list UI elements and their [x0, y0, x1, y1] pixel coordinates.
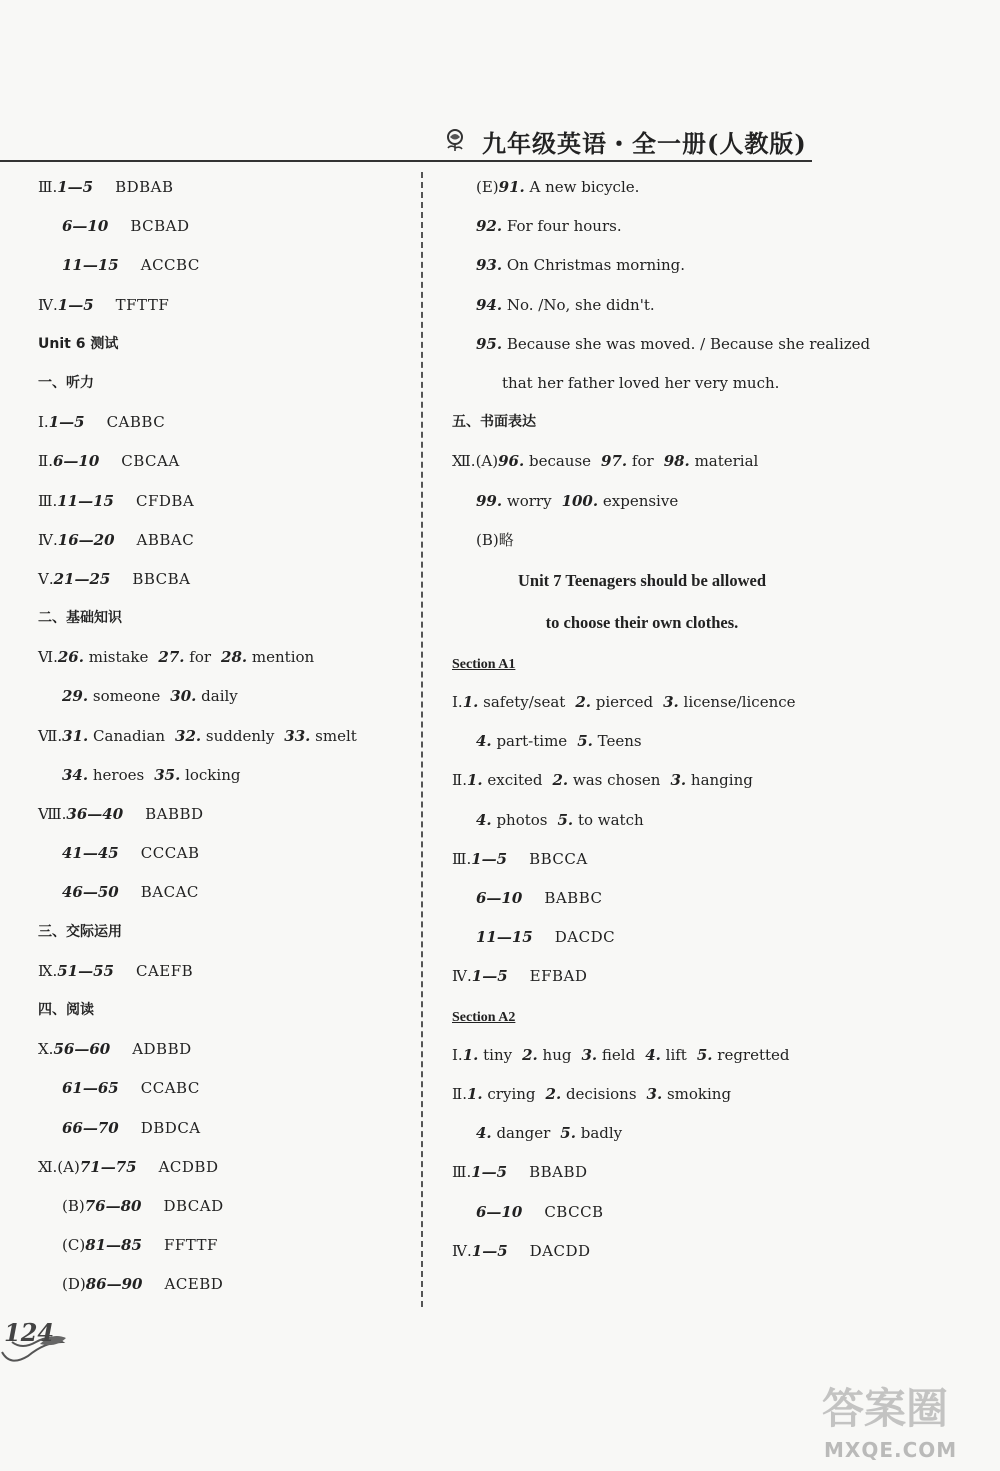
sentence-text: For four hours.	[502, 217, 622, 236]
roman-numeral: Ⅷ.	[38, 805, 67, 823]
watermark	[808, 1376, 998, 1466]
answer-sentence	[452, 207, 832, 246]
question-number: 5.	[696, 1045, 713, 1064]
sentence-text: A new bicycle.	[524, 178, 640, 196]
roman-numeral: Ⅳ.	[452, 1241, 472, 1260]
answer-sentence	[452, 286, 832, 325]
part-label: (E)	[476, 178, 499, 196]
answer-row	[38, 795, 408, 834]
question-number: 5.	[557, 810, 574, 829]
answer-row	[38, 1265, 408, 1304]
answer-word: heroes	[88, 765, 145, 784]
answer-letters: DACDC	[554, 928, 616, 947]
answer-word: for	[627, 452, 654, 471]
question-range: 56—60	[53, 1040, 111, 1059]
answer-row	[452, 761, 832, 800]
roman-numeral: Ⅲ.	[38, 178, 58, 196]
watermark-logo: 答案圈	[822, 1384, 949, 1433]
answer-row	[38, 207, 408, 246]
question-number: 97.	[601, 452, 628, 471]
roman-numeral: Ⅰ.	[452, 693, 463, 712]
section-heading: 五、书面表达	[452, 414, 536, 431]
answer-word: pierced	[591, 693, 654, 712]
question-range: 6—10	[52, 452, 100, 471]
question-range: 46—50	[62, 883, 119, 902]
answer-row	[452, 1153, 832, 1192]
question-range: 1—5	[471, 1241, 508, 1260]
answer-row	[38, 1109, 408, 1148]
roman-numeral: Ⅲ.	[452, 849, 472, 868]
question-range: 76—80	[84, 1196, 142, 1215]
answer-word: mistake	[83, 648, 149, 667]
answer-sentence	[452, 168, 832, 207]
answer-letters: BABBC	[544, 889, 603, 907]
answer-row	[38, 638, 408, 677]
page-footer	[0, 1312, 90, 1372]
answer-word: expensive	[598, 491, 679, 510]
question-number: 2.	[575, 693, 591, 712]
question-number: 32.	[175, 726, 202, 745]
answer-letters: CCCAB	[140, 844, 200, 863]
answer-row	[452, 722, 832, 761]
question-range: 1—5	[57, 178, 94, 196]
question-range: 66—70	[62, 1118, 119, 1137]
page-header	[0, 120, 1000, 165]
answer-word: Canadian	[88, 726, 166, 745]
answer-letters: CFDBA	[135, 491, 195, 510]
question-number: 4.	[645, 1045, 661, 1064]
roman-numeral: Ⅱ.	[38, 452, 53, 471]
question-number: 5.	[560, 1124, 576, 1143]
answer-letters: CAEFB	[136, 961, 194, 980]
right-column	[452, 168, 871, 1271]
question-number: 4.	[476, 810, 492, 829]
roman-numeral: (B)	[62, 1196, 85, 1215]
question-number: 3.	[663, 693, 679, 712]
answer-word: someone	[88, 687, 161, 706]
question-number: 27.	[158, 648, 185, 667]
answer-row	[38, 246, 408, 285]
question-number: 2.	[552, 771, 569, 790]
answer-letters: BBABD	[529, 1163, 588, 1182]
question-range: 11—15	[476, 928, 533, 947]
question-number: 31.	[62, 726, 89, 745]
answer-word: decisions	[561, 1084, 637, 1103]
column-divider	[421, 172, 423, 1307]
section-heading: 一、听力	[38, 374, 94, 391]
watermark-url: MXQE.COM	[824, 1438, 958, 1462]
answer-letters: BDBAB	[115, 178, 174, 196]
answer-row	[38, 1069, 408, 1108]
roman-numeral: Ⅰ.	[38, 413, 49, 432]
answer-word: danger	[491, 1124, 551, 1143]
answer-row	[452, 1036, 832, 1075]
question-number: 26.	[57, 648, 84, 667]
answer-row	[38, 442, 408, 481]
answer-word: because	[524, 452, 592, 471]
roman-numeral: Ⅳ.	[38, 530, 58, 549]
answer-letters: EFBAD	[529, 967, 588, 986]
question-number: 96.	[498, 452, 525, 471]
answer-row	[38, 168, 408, 207]
answer-word: regretted	[712, 1045, 790, 1064]
roman-numeral: Ⅶ.	[38, 726, 63, 745]
question-range: 81—85	[85, 1236, 142, 1255]
question-number: 91.	[498, 178, 525, 196]
answer-row	[452, 683, 832, 722]
roman-numeral: Ⅹ.	[38, 1040, 54, 1059]
section-heading: 四、阅读	[38, 1001, 94, 1018]
answer-row	[38, 482, 408, 521]
answer-row	[38, 834, 408, 873]
answer-letters: BABBD	[145, 805, 204, 823]
answer-word: field	[597, 1045, 636, 1064]
unit-title: Unit 7 Teenagers should be allowed	[518, 570, 766, 590]
roman-numeral: Ⅲ.	[452, 1163, 472, 1182]
question-number: 98.	[663, 452, 690, 471]
answer-word: hug	[537, 1045, 572, 1064]
answer-letters: CBCAA	[121, 452, 180, 471]
answer-row	[38, 286, 408, 325]
answer-sentence	[452, 246, 832, 285]
answer-letters: ACDBD	[158, 1157, 219, 1176]
book-title: 九年级英语・全一册(人教版)	[482, 129, 807, 158]
answer-letters: DBCAD	[163, 1196, 224, 1215]
question-number: 2.	[545, 1084, 562, 1103]
roman-numeral: Ⅸ.	[38, 961, 58, 980]
answer-row	[452, 957, 832, 996]
answer-sentence	[452, 364, 832, 403]
answer-letters: CBCCB	[544, 1202, 604, 1221]
question-number: 35.	[154, 765, 181, 784]
roman-numeral: Ⅲ.	[38, 491, 58, 510]
section-title: Section A1	[452, 656, 516, 672]
answer-row	[38, 1187, 408, 1226]
answer-word: was chosen	[568, 771, 661, 790]
roman-numeral: Ⅱ.	[452, 1084, 467, 1103]
answer-letters: ACCBC	[140, 256, 200, 275]
answer-row	[38, 952, 408, 991]
question-number: 2.	[522, 1045, 538, 1064]
answer-word: lift	[660, 1045, 687, 1064]
question-range: 86—90	[85, 1275, 143, 1294]
question-number: 34.	[62, 765, 89, 784]
answer-sentence	[452, 325, 871, 364]
answer-row	[452, 879, 832, 918]
answer-letters: CABBC	[106, 413, 166, 432]
section-label	[452, 644, 832, 683]
roman-numeral: Ⅵ.	[38, 648, 58, 667]
answer-row	[452, 1232, 832, 1271]
roman-numeral: Ⅰ.	[452, 1045, 463, 1064]
answer-row	[38, 1148, 408, 1187]
question-range: 51—55	[57, 961, 114, 980]
question-number: 3.	[646, 1084, 663, 1103]
question-range: 11—15	[57, 491, 114, 510]
answer-word: tiny	[478, 1045, 513, 1064]
question-range: 6—10	[476, 889, 523, 907]
roman-numeral: Ⅱ.	[452, 771, 467, 790]
left-column	[38, 168, 408, 1304]
section-label	[452, 997, 832, 1036]
answer-word: worry	[502, 491, 552, 510]
question-number: 3.	[581, 1045, 598, 1064]
answer-word: suddenly	[201, 726, 275, 745]
question-number: 1.	[462, 1045, 479, 1064]
answer-letters: BBCBA	[132, 569, 191, 588]
answer-row	[38, 677, 408, 716]
rose-logo-icon	[442, 126, 468, 152]
answer-word: locking	[180, 765, 241, 784]
question-range: 36—40	[66, 805, 124, 823]
question-range: 6—10	[62, 217, 109, 236]
roman-numeral: Ⅳ.	[452, 967, 472, 986]
page-number: 124	[4, 1318, 55, 1347]
question-number: 94.	[476, 295, 503, 314]
answer-letters: CCABC	[140, 1079, 200, 1098]
answer-letters: BCBAD	[130, 217, 190, 236]
answer-line: (B)略	[476, 530, 514, 549]
answer-letters: ACEBD	[164, 1275, 224, 1294]
roman-numeral: Ⅻ.(A)	[452, 452, 499, 471]
answer-row	[38, 521, 408, 560]
question-range: 6—10	[476, 1202, 523, 1221]
answer-word: excited	[482, 771, 543, 790]
answer-row	[452, 1075, 832, 1114]
sentence-text: that her father loved her very much.	[502, 373, 780, 392]
answer-row	[452, 918, 832, 957]
sentence-text: No. /No, she didn't.	[502, 295, 655, 314]
question-number: 100.	[561, 491, 599, 510]
answer-word: mention	[247, 648, 315, 667]
roman-numeral: Ⅺ.(A)	[38, 1157, 80, 1176]
answer-row	[38, 873, 408, 912]
question-range: 1—5	[471, 967, 508, 986]
answer-word: daily	[196, 687, 238, 706]
answer-row	[452, 1114, 832, 1153]
answer-word: license/licence	[678, 693, 796, 712]
answer-letters: DACDD	[529, 1241, 591, 1260]
answer-row	[38, 1030, 408, 1069]
question-number: 99.	[476, 491, 503, 510]
answer-word: Teens	[592, 732, 642, 751]
answer-word: to watch	[573, 810, 644, 829]
question-range: 1—5	[57, 295, 94, 314]
question-number: 1.	[466, 771, 483, 790]
answer-row	[38, 717, 408, 756]
sentence-text: Because she was moved. / Because she realized	[502, 334, 871, 353]
question-number: 92.	[476, 217, 503, 236]
question-range: 1—5	[471, 849, 508, 868]
answer-word: badly	[575, 1124, 623, 1143]
section-heading: 二、基础知识	[38, 610, 122, 627]
roman-numeral: (C)	[62, 1236, 86, 1255]
question-number: 4.	[476, 1124, 492, 1143]
question-number: 33.	[284, 726, 311, 745]
answer-letters: TFTTF	[115, 295, 170, 314]
answer-letters: BBCCA	[529, 849, 588, 868]
answer-word: photos	[491, 810, 548, 829]
answer-letters: FFTTF	[163, 1236, 218, 1255]
question-number: 1.	[462, 693, 479, 712]
roman-numeral: Ⅴ.	[38, 569, 54, 588]
section-title: Section A2	[452, 1009, 516, 1025]
question-number: 93.	[476, 256, 503, 275]
roman-numeral: (D)	[62, 1275, 86, 1294]
answer-word: material	[689, 452, 759, 471]
question-range: 11—15	[62, 256, 119, 275]
answer-row	[452, 801, 832, 840]
question-range: 71—75	[79, 1157, 137, 1176]
section-heading: 三、交际运用	[38, 923, 122, 940]
question-number: 95.	[476, 334, 503, 353]
question-number: 5.	[577, 732, 593, 751]
answer-letters: ADBBD	[132, 1040, 192, 1059]
section-heading: Unit 6 测试	[38, 335, 119, 352]
answer-row	[38, 1226, 408, 1265]
answer-row	[38, 756, 408, 795]
answer-row	[452, 442, 832, 481]
answer-letters: DBDCA	[140, 1118, 201, 1137]
answer-word: smoking	[662, 1084, 732, 1103]
answer-word: safety/seat	[478, 693, 566, 712]
answer-letters: ABBAC	[136, 530, 195, 549]
answer-row	[452, 1193, 832, 1232]
question-number: 30.	[170, 687, 197, 706]
answer-row	[452, 482, 832, 521]
question-range: 41—45	[62, 844, 119, 863]
answer-word: hanging	[686, 771, 753, 790]
roman-numeral: Ⅳ.	[38, 295, 58, 314]
answer-word: smelt	[310, 726, 357, 745]
answer-row	[38, 560, 408, 599]
sentence-text: On Christmas morning.	[502, 256, 685, 275]
question-number: 3.	[670, 771, 687, 790]
answer-word: crying	[482, 1084, 536, 1103]
question-number: 28.	[221, 648, 248, 667]
answer-word: for	[184, 648, 212, 667]
question-range: 1—5	[471, 1163, 508, 1182]
question-range: 21—25	[53, 569, 111, 588]
answer-row	[452, 840, 832, 879]
question-range: 16—20	[57, 530, 115, 549]
header-rule	[0, 160, 812, 162]
answer-letters: BACAC	[140, 883, 199, 902]
question-range: 61—65	[62, 1079, 119, 1098]
answer-word: part-time	[491, 732, 568, 751]
question-number: 1.	[466, 1084, 483, 1103]
question-number: 4.	[476, 732, 492, 751]
answer-row	[38, 403, 408, 442]
question-number: 29.	[62, 687, 89, 706]
question-range: 1—5	[48, 413, 85, 432]
unit-title: to choose their own clothes.	[545, 612, 739, 632]
